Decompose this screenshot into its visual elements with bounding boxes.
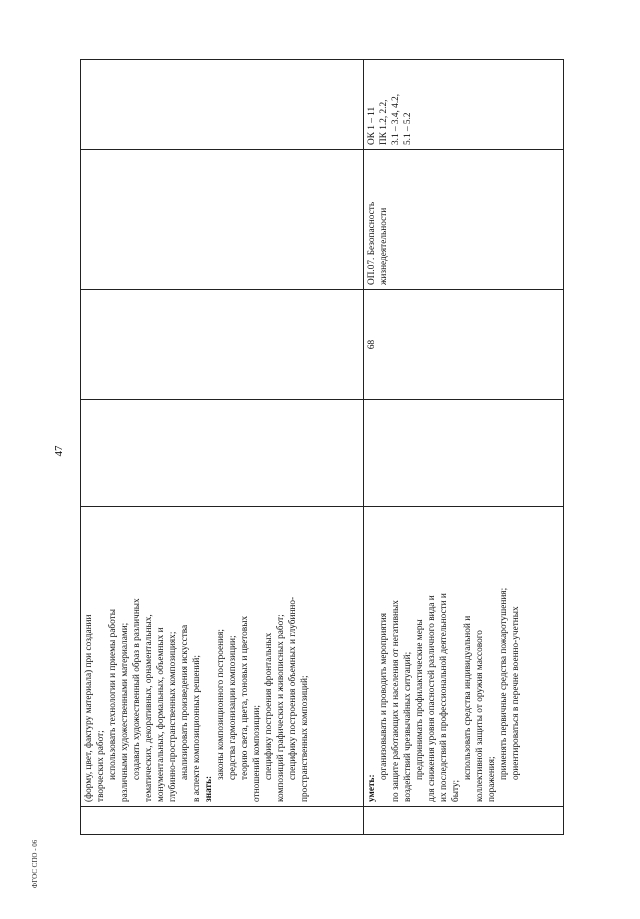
text-line: законы композиционного построения;: [216, 629, 226, 780]
text-line: организовывать и проводить мероприятия: [379, 613, 389, 780]
hours-cell: [364, 290, 564, 400]
text-line: применять первичные средства пожаротушения;: [499, 587, 509, 780]
text-line: уметь:: [367, 774, 377, 802]
text-line: для снижения уровня опасностей различного вида и: [427, 595, 437, 802]
text-line: ориентироваться в перечне военно-учетных: [511, 606, 521, 780]
max-load-cell: [81, 400, 364, 507]
text-line: воздействий чрезвычайных ситуаций;: [403, 651, 413, 802]
competency-code: ПК 1.2, 2.2,: [379, 99, 389, 145]
skills-cell: [364, 507, 564, 807]
text-line: использовать средства индивидуальной и: [463, 615, 473, 780]
competency-code: 3.1 – 3.4, 4.2,: [391, 93, 401, 145]
discipline-name: ОП.07. Безопасность жизнедеятельности: [367, 201, 389, 285]
text-line: в аспекте композиционных решений;: [192, 655, 202, 802]
text-line: различными художественными материалами;: [120, 622, 130, 802]
max-load-cell: [364, 400, 564, 507]
competencies-cell: [81, 60, 364, 150]
rotated-table-container: [80, 60, 555, 835]
text-line: (форму, цвет, фактуру материала) при создании: [84, 614, 94, 802]
discipline-cell: [364, 150, 564, 290]
text-line: анализировать произведения искусства: [180, 624, 190, 780]
text-line: предпринимать профилактические меры: [415, 619, 425, 780]
competency-table: [80, 59, 564, 835]
text-line: пространственных композиций;: [300, 675, 310, 802]
index-cell: [364, 807, 564, 835]
text-line: поражения;: [487, 756, 497, 802]
hours-value: 68: [367, 339, 377, 350]
text-line: их последствий в профессиональной деятельности и: [439, 593, 449, 802]
table-row: [364, 60, 564, 835]
text-line: монументальных, формальных, объемных и: [156, 627, 166, 802]
footer-code: ФГОС СПО - 06: [31, 839, 39, 889]
index-cell: [81, 807, 364, 835]
skills-cell: [81, 507, 364, 807]
page-number: 47: [53, 445, 65, 457]
text-line: глубинно-пространственных композициях;: [168, 631, 178, 802]
text-line: средства гармонизации композиции;: [228, 635, 238, 780]
competencies-cell: [364, 60, 564, 150]
text-line: отношений композиции;: [252, 705, 262, 802]
text-line: специфику построения фронтальных: [264, 632, 274, 780]
text-line: быту;: [451, 779, 461, 802]
text-line: коллективной защиты от оружия массового: [475, 630, 485, 802]
text-line: композиций графических и живописных работ;: [276, 614, 286, 802]
text-line: использовать технологии и приемы работы: [108, 609, 118, 780]
text-line: теорию света, цвета, тоновых и цветовых: [240, 615, 250, 780]
text-line: по защите работающих и населения от негативных: [391, 600, 401, 802]
discipline-cell: [81, 150, 364, 290]
competency-code: 5.1 – 5.2: [403, 112, 413, 145]
text-line: знать:: [204, 775, 214, 802]
table-row: [81, 60, 364, 835]
competency-code: ОК 1 – 11: [367, 106, 377, 145]
text-line: специфику построения объемных и глубинно-: [288, 596, 298, 780]
text-line: творческих работ;: [96, 730, 106, 802]
text-line: тематических, декоративных, орнаментальных,: [144, 614, 154, 802]
hours-cell: [81, 290, 364, 400]
text-line: создавать художественный образ в различных: [132, 598, 142, 780]
